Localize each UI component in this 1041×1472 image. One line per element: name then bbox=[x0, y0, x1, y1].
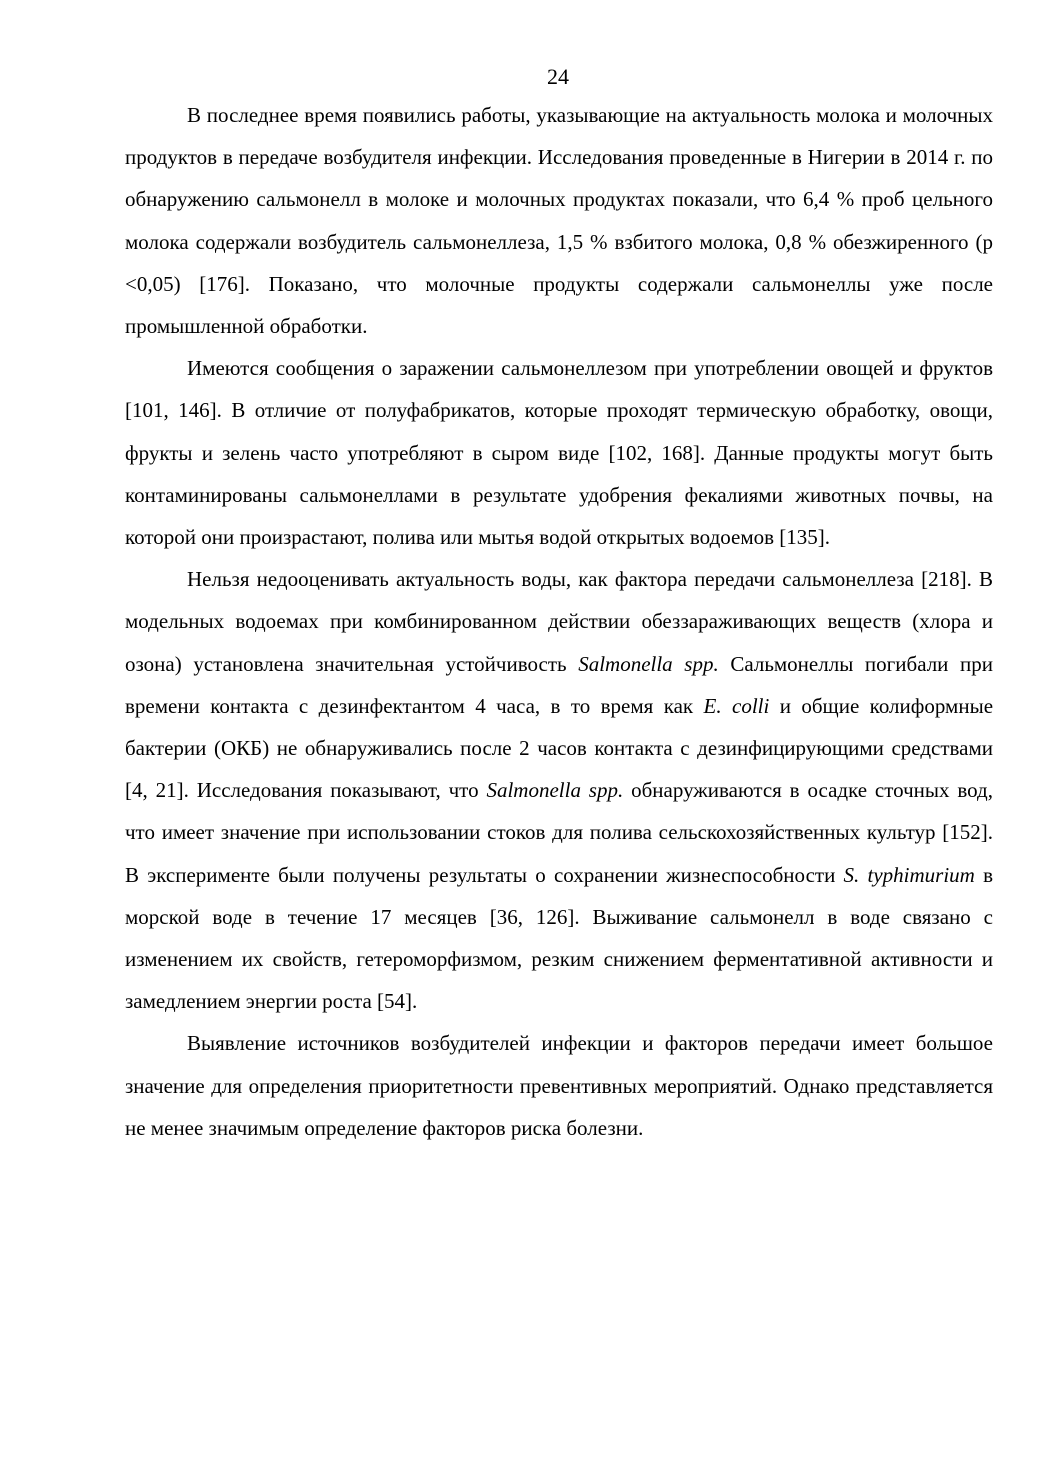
paragraph-water-factor bbox=[125, 558, 993, 1022]
paragraph-text: в морской воде в течение 17 месяцев [36, 126]. Выживание сальмонелл в воде связано с изменением их свойств, гетероморфизмом, резким снижением ферментативной активности и замедлением энергии роста [54]. bbox=[125, 862, 994, 1014]
paragraph-text: и общие колиформные бактерии (ОКБ) не обнаруживались после 2 часов контакта с дезинфицирующими средствами [4, 21]. Исследования показывают, что bbox=[125, 693, 994, 803]
paragraph-milk-products bbox=[125, 94, 993, 347]
paragraph-vegetables-fruits bbox=[125, 347, 993, 558]
species-name-italic: E. colli bbox=[703, 693, 770, 718]
page-number: 24 bbox=[547, 64, 569, 89]
paragraph-text: Выявление источников возбудителей инфекции и факторов передачи имеет большое значение для определения приоритетности превентивных мероприятий. Однако представляется не менее значимым определение факторов риска болезни. bbox=[125, 1031, 993, 1140]
paragraph-text: обнаруживаются в осадке сточных вод, что имеет значение при использовании стоков для полива сельскохозяйственных культур [152]. В эксперименте были получены результаты о сохранении жизнеспособности bbox=[125, 778, 993, 887]
species-name-italic: Salmonella spp. bbox=[578, 651, 719, 676]
species-name-italic: S. typhimurium bbox=[843, 862, 975, 887]
species-name-italic: Salmonella spp. bbox=[486, 778, 624, 803]
paragraph-text: Сальмонеллы погибали при времени контакта с дезинфектантом 4 часа, в то время как bbox=[125, 651, 993, 718]
paragraph-risk-factors bbox=[125, 1022, 993, 1149]
paragraph-text: В последнее время появились работы, указывающие на актуальность молока и молочных продуктов в передаче возбудителя инфекции. Исследования проведенные в Нигерии в 2014 г. по обнаружению сальмонелл в молоке и молочных продуктах показали, что 6,4 % проб цельного молока содержали возбудитель сальмонеллеза, 1,5 % взбитого молока, 0,8 % обезжиренного (р <0,05) [176]. Показано, что молочные продукты содержали сальмонеллы уже после промышленной обработки. bbox=[125, 103, 993, 339]
body-text bbox=[125, 94, 993, 1149]
paragraph-text: Нельзя недооценивать актуальность воды, как фактора передачи сальмонеллеза [218]. В модельных водоемах при комбинированном действии обеззараживающих веществ (хлора и озона) установлена значительная устойчивость bbox=[125, 567, 993, 676]
paragraph-text: Имеются сообщения о заражении сальмонеллезом при употреблении овощей и фруктов [101, 146]. В отличие от полуфабрикатов, которые проходят термическую обработку, овощи, фрукты и зелень часто употребляют в сыром виде [102, 168]. Данные продукты могут быть контаминированы сальмонеллами в результате удобрения фекалиями животных почвы, на которой они произрастают, полива или мытья водой открытых водоемов [135]. bbox=[125, 356, 993, 550]
